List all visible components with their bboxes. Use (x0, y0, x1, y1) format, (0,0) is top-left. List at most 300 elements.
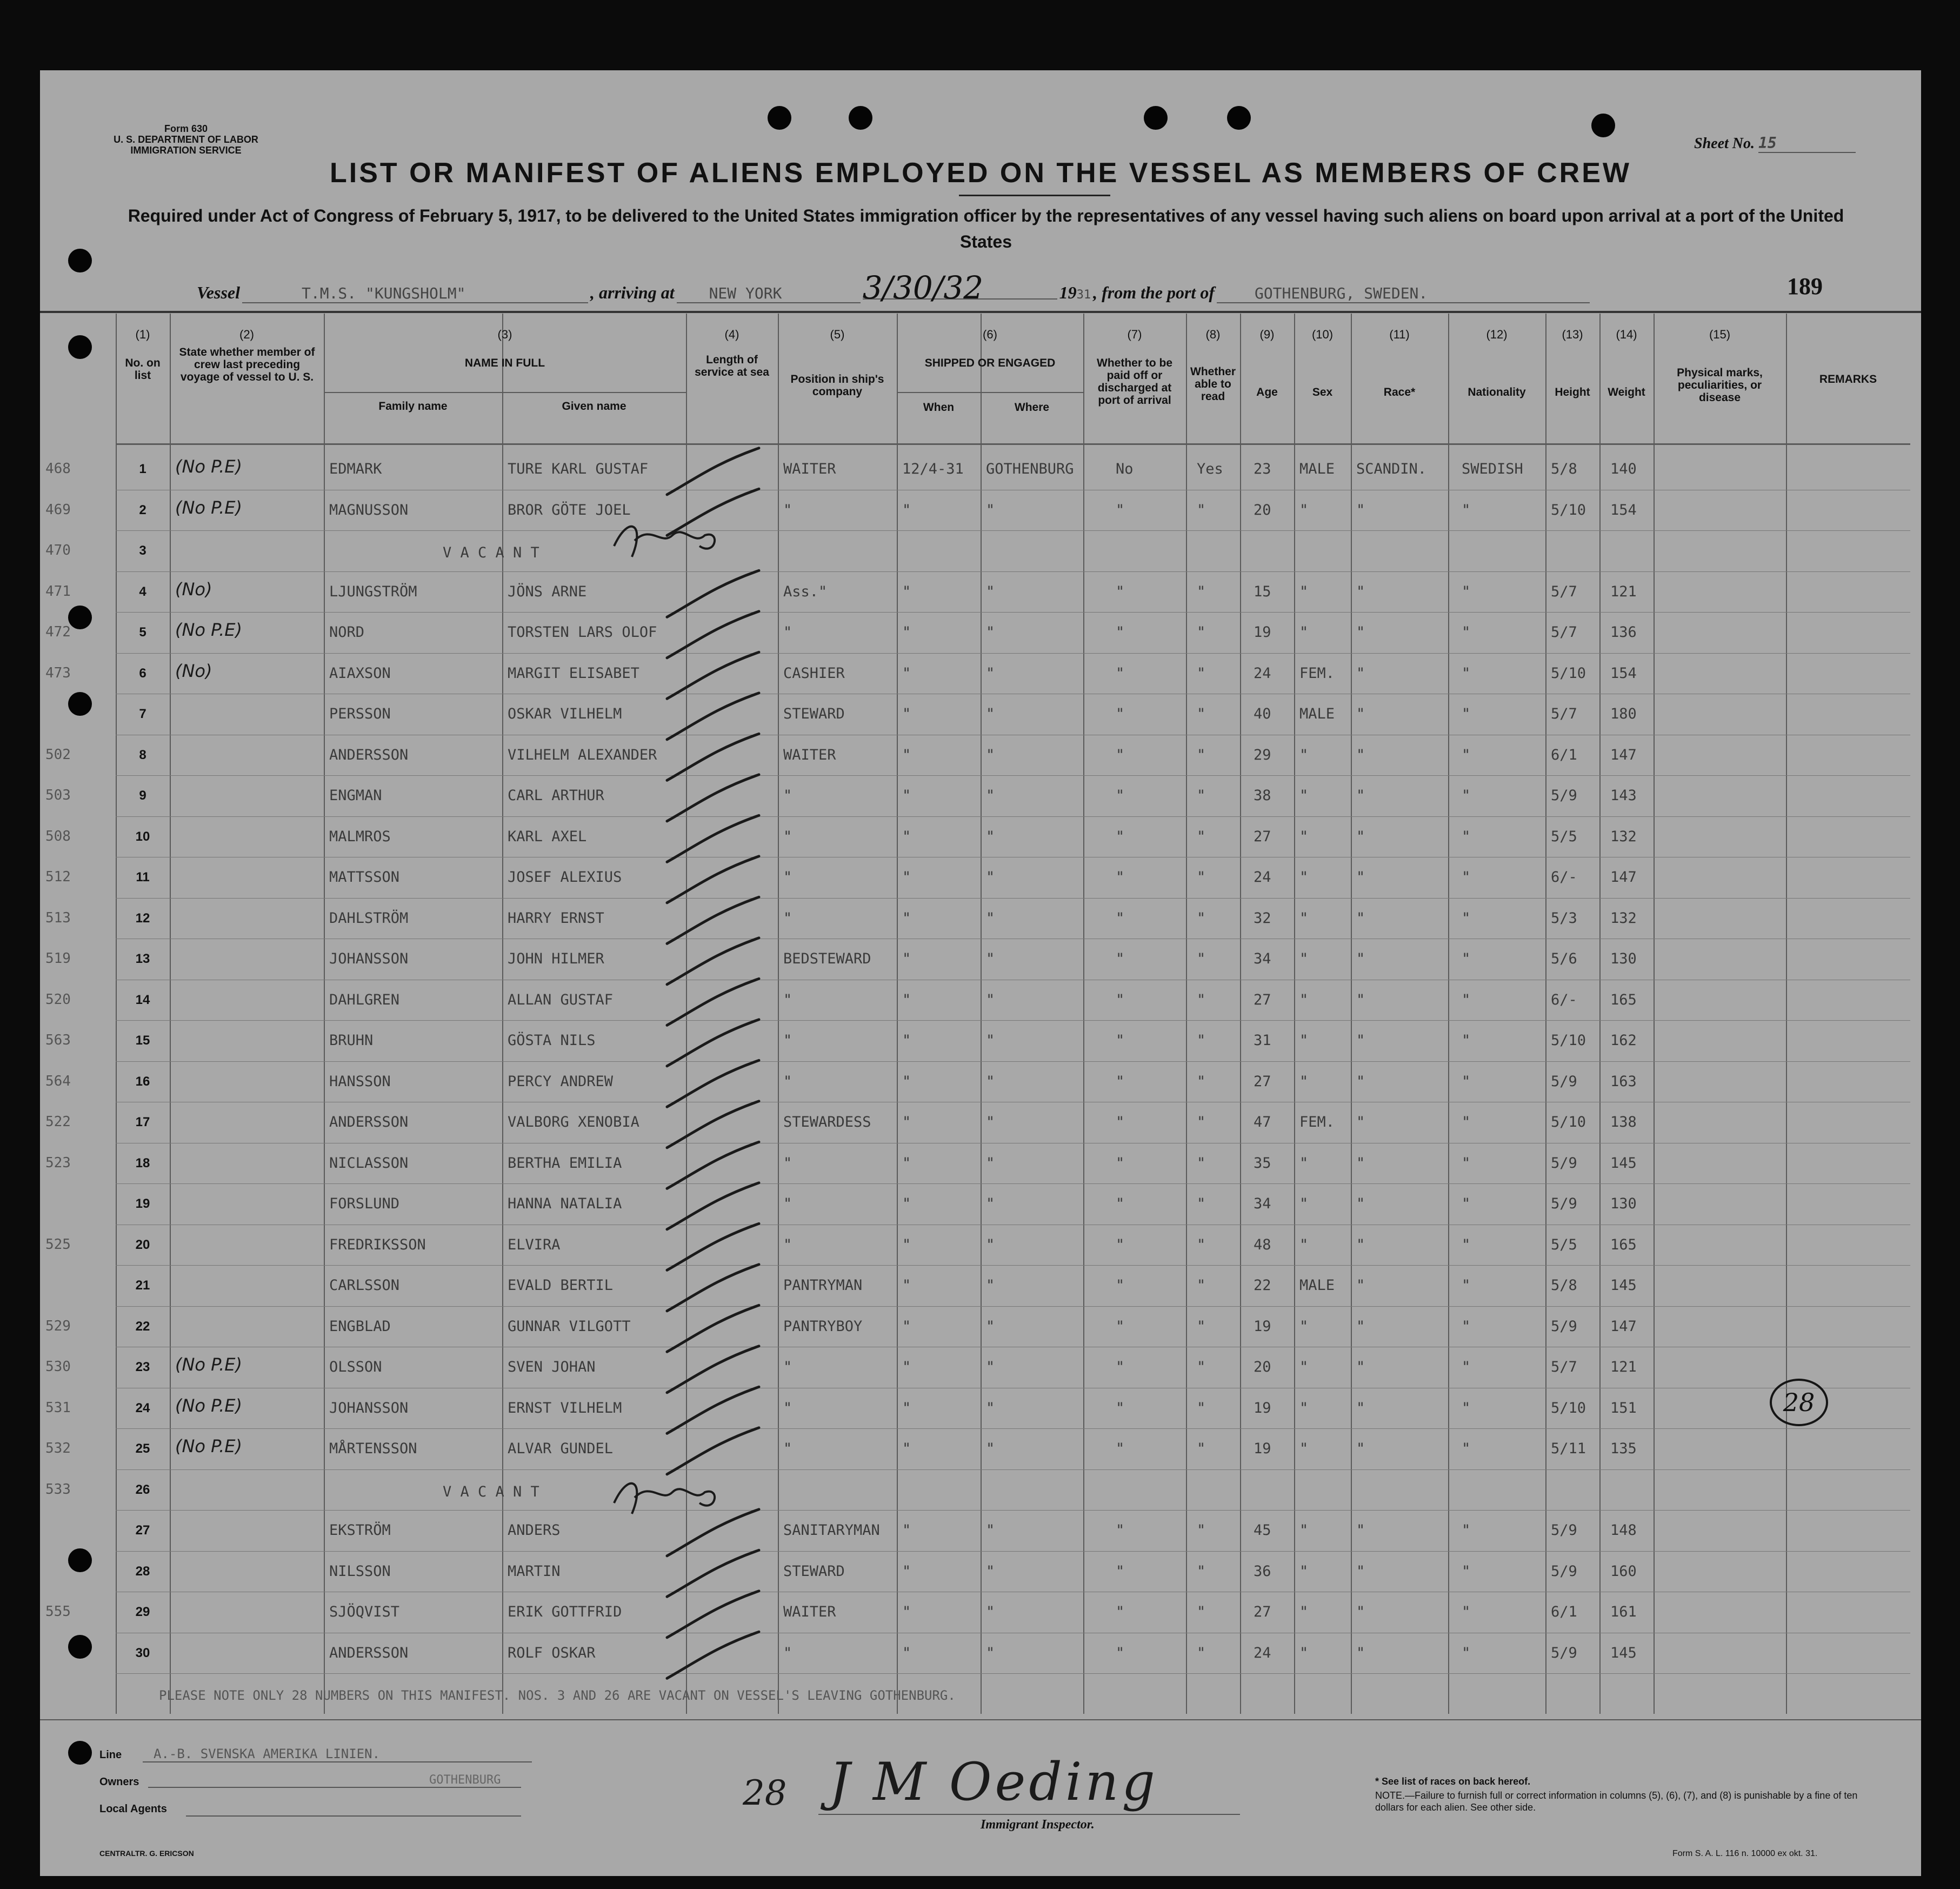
family-name-cell: CARLSSON (329, 1277, 400, 1294)
position-cell: WAITER (783, 1604, 836, 1620)
service-tick-mark (667, 1591, 759, 1638)
nationality-cell: " (1462, 1399, 1471, 1416)
crew-reference-number: 473 (45, 664, 71, 681)
age-cell: 32 (1254, 909, 1271, 927)
given-name-cell: EVALD BERTIL (508, 1277, 614, 1294)
sex-cell: " (1299, 1440, 1309, 1457)
paid-off-cell: " (1116, 706, 1125, 722)
nationality-cell: " (1462, 1032, 1471, 1049)
family-name-cell: ENGMAN (329, 787, 382, 804)
able-to-read-cell: " (1197, 1562, 1206, 1580)
col-9-header: Age (1256, 386, 1278, 398)
crew-reference-number: 512 (45, 869, 71, 885)
given-name-cell: GÖSTA NILS (508, 1032, 596, 1049)
sex-cell: " (1299, 828, 1309, 845)
position-cell: Ass." (783, 583, 828, 600)
col-1-header: No. on list (125, 357, 161, 382)
row-number: 10 (135, 829, 150, 844)
form-footer: Form S. A. L. 116 n. 10000 ex okt. 31. (1672, 1849, 1818, 1858)
shipped-when-cell: " (902, 828, 911, 845)
shipped-where-cell: " (986, 1522, 995, 1539)
able-to-read-cell: " (1197, 1195, 1206, 1212)
able-to-read-cell: " (1197, 909, 1206, 927)
given-name-cell: BERTHA EMILIA (508, 1154, 622, 1172)
able-to-read-cell: " (1197, 1440, 1206, 1457)
nationality-cell: " (1462, 1154, 1471, 1172)
vacancy-note: PLEASE NOTE ONLY 28 NUMBERS ON THIS MANIFEST. NOS. 3 AND 26 ARE VACANT ON VESSEL'S LEAVING GOTHENBURG. (159, 1688, 956, 1703)
family-name-cell: JOHANSSON (329, 1399, 409, 1416)
row-number: 7 (139, 707, 146, 721)
given-name-cell: KARL AXEL (508, 828, 587, 845)
shipped-when-cell: " (902, 1277, 911, 1294)
row-number: 17 (135, 1115, 150, 1129)
position-cell: " (783, 1073, 792, 1090)
race-cell: " (1356, 501, 1365, 518)
shipped-where-cell: " (986, 950, 995, 967)
service-tick-mark (667, 979, 759, 1025)
handwriting-overlay (40, 70, 1921, 1876)
able-to-read-cell: " (1197, 1236, 1206, 1253)
sex-cell: " (1299, 787, 1309, 804)
height-cell: 5/9 (1551, 1195, 1577, 1212)
shipped-when-cell: " (902, 1522, 911, 1539)
paid-off-cell: " (1116, 746, 1125, 763)
service-tick-mark (667, 1428, 759, 1474)
race-cell: " (1356, 909, 1365, 927)
inspector-line (818, 1814, 1240, 1815)
vessel-label: Vessel (197, 283, 240, 302)
crew-reference-number: 519 (45, 950, 71, 967)
year-label: 19 (1059, 283, 1077, 302)
given-name-cell: MARTIN (508, 1562, 561, 1580)
nationality-cell: " (1462, 1440, 1471, 1457)
paid-off-cell: " (1116, 869, 1125, 886)
weight-cell: 132 (1610, 828, 1637, 845)
weight-cell: 165 (1610, 991, 1637, 1008)
sex-cell: " (1299, 1318, 1309, 1335)
shipped-when-cell: " (902, 1318, 911, 1335)
weight-cell: 154 (1610, 664, 1637, 682)
position-cell: " (783, 1644, 792, 1661)
race-cell: " (1356, 1644, 1365, 1661)
able-to-read-cell: " (1197, 706, 1206, 722)
col-14-number: (14) (1616, 328, 1637, 341)
family-name-cell: V A C A N T (443, 1483, 539, 1500)
weight-cell: 154 (1610, 501, 1637, 518)
shipped-when-cell: " (902, 746, 911, 763)
service-tick-mark (667, 815, 759, 862)
crew-reference-number: 502 (45, 746, 71, 763)
inspector-initials-mark (614, 1484, 715, 1514)
row-number: 28 (135, 1564, 150, 1579)
nationality-cell: " (1462, 1604, 1471, 1620)
able-to-read-cell: " (1197, 501, 1206, 518)
weight-cell: 140 (1610, 461, 1637, 477)
shipped-when-cell: " (902, 1399, 911, 1416)
service-tick-mark (667, 856, 759, 903)
col-13-number: (13) (1562, 328, 1583, 341)
service-tick-mark (667, 1142, 759, 1188)
inspector-count: 28 (743, 1773, 787, 1813)
family-name-cell: ANDERSSON (329, 1644, 409, 1661)
shipped-where-cell: " (986, 1032, 995, 1049)
paid-off-cell: " (1116, 1604, 1125, 1620)
nationality-cell: SWEDISH (1462, 461, 1523, 477)
paid-off-cell: " (1116, 1032, 1125, 1049)
row-number: 5 (139, 625, 146, 640)
weight-cell: 130 (1610, 1195, 1637, 1212)
height-cell: 5/9 (1551, 1522, 1577, 1539)
shipped-when-cell: " (902, 1604, 911, 1620)
age-cell: 24 (1254, 869, 1271, 886)
position-cell: " (783, 501, 792, 518)
age-cell: 35 (1254, 1154, 1271, 1172)
age-cell: 48 (1254, 1236, 1271, 1253)
shipped-when-cell: " (902, 787, 911, 804)
race-cell: " (1356, 1195, 1365, 1212)
weight-cell: 161 (1610, 1604, 1637, 1620)
age-cell: 34 (1254, 950, 1271, 967)
col-10-header: Sex (1312, 386, 1333, 398)
race-cell: " (1356, 706, 1365, 722)
race-cell: " (1356, 1032, 1365, 1049)
age-cell: 22 (1254, 1277, 1271, 1294)
sex-cell: " (1299, 909, 1309, 927)
shipped-where-header: Where (1014, 401, 1050, 414)
service-tick-mark (667, 1183, 759, 1229)
service-tick-mark (667, 1060, 759, 1107)
sex-cell: " (1299, 624, 1309, 641)
family-name-cell: BRUHN (329, 1032, 374, 1049)
service-tick-mark (667, 1223, 759, 1270)
age-cell: 38 (1254, 787, 1271, 804)
shipped-when-cell: " (902, 1073, 911, 1090)
shipped-where-cell: " (986, 1195, 995, 1212)
position-cell: " (783, 624, 792, 641)
height-cell: 5/10 (1551, 1032, 1586, 1049)
service-tick-mark (667, 1101, 759, 1148)
position-cell: PANTRYBOY (783, 1318, 863, 1335)
owners-value: GOTHENBURG (148, 1773, 521, 1788)
shipped-where-cell: " (986, 909, 995, 927)
weight-cell: 163 (1610, 1073, 1637, 1090)
race-cell: " (1356, 1399, 1365, 1416)
row-number: 11 (136, 870, 150, 884)
service-tick-mark (667, 1305, 759, 1352)
able-to-read-cell: " (1197, 1277, 1206, 1294)
shipped-where-cell: " (986, 1644, 995, 1661)
able-to-read-cell: " (1197, 1154, 1206, 1172)
crew-reference-number: 520 (45, 991, 71, 1008)
weight-cell: 147 (1610, 1318, 1637, 1335)
nationality-cell: " (1462, 1195, 1471, 1212)
age-cell: 29 (1254, 746, 1271, 763)
paid-off-cell: " (1116, 664, 1125, 682)
sheet-label: Sheet No. (1694, 135, 1755, 152)
row-number: 1 (139, 462, 146, 476)
shipped-where-cell: " (986, 501, 995, 518)
page-title: LIST OR MANIFEST OF ALIENS EMPLOYED ON THE VESSEL AS MEMBERS OF CREW (330, 157, 1631, 189)
col-3-number: (3) (497, 328, 512, 341)
height-cell: 5/10 (1551, 1114, 1586, 1130)
sex-cell: " (1299, 1359, 1309, 1375)
height-cell: 5/8 (1551, 1277, 1577, 1294)
shipped-when-cell: " (902, 583, 911, 600)
shipped-when-cell: " (902, 1195, 911, 1212)
department-name: U. S. DEPARTMENT OF LABOR (114, 134, 258, 145)
sex-cell: " (1299, 1522, 1309, 1539)
age-cell: 36 (1254, 1562, 1271, 1580)
shipped-where-cell: " (986, 787, 995, 804)
paid-off-cell: " (1116, 1154, 1125, 1172)
prev-voyage-cell: (No P.E) (175, 620, 242, 640)
weight-cell: 145 (1610, 1154, 1637, 1172)
service-tick-mark (667, 1346, 759, 1393)
age-cell: 27 (1254, 828, 1271, 845)
able-to-read-cell: " (1197, 1032, 1206, 1049)
nationality-cell: " (1462, 869, 1471, 886)
able-to-read-cell: " (1197, 746, 1206, 763)
col-1-number: (1) (135, 328, 150, 341)
service-tick-mark (667, 1632, 759, 1678)
age-cell: 40 (1254, 706, 1271, 722)
weight-cell: 151 (1610, 1399, 1637, 1416)
age-cell: 19 (1254, 1399, 1271, 1416)
inspector-initials-mark (614, 527, 715, 557)
row-number: 15 (135, 1033, 150, 1048)
prev-voyage-cell: (No P.E) (175, 1354, 242, 1375)
race-cell: " (1356, 828, 1365, 845)
position-cell: CASHIER (783, 664, 845, 682)
col-7-header: Whether to be paid off or discharged at port of arrival (1097, 357, 1172, 407)
year-typed: 31 (1076, 288, 1091, 302)
penalty-note: NOTE.—Failure to furnish full or correct information in columns (5), (6), (7), and (8) is punishable by a fine of ten dollars for each alien. See other side. (1375, 1790, 1858, 1813)
paid-off-cell: " (1116, 1562, 1125, 1580)
paid-off-cell: " (1116, 1644, 1125, 1661)
position-cell: STEWARD (783, 1562, 845, 1580)
shipped-when-cell: " (902, 1562, 911, 1580)
given-name-cell: ERIK GOTTFRID (508, 1604, 622, 1620)
family-name-cell: HANSSON (329, 1073, 391, 1090)
col-9-number: (9) (1259, 328, 1275, 341)
race-cell: " (1356, 1073, 1365, 1090)
nationality-cell: " (1462, 828, 1471, 845)
height-cell: 5/8 (1551, 461, 1577, 477)
arrival-port: NEW YORK (677, 284, 861, 303)
shipped-when-cell: " (902, 1440, 911, 1457)
given-name-cell: TORSTEN LARS OLOF (508, 624, 657, 641)
crew-reference-number: 523 (45, 1154, 71, 1171)
height-cell: 5/10 (1551, 1399, 1586, 1416)
crew-reference-number: 469 (45, 501, 71, 518)
weight-cell: 130 (1610, 950, 1637, 967)
paid-off-cell: No (1116, 461, 1134, 477)
family-name-cell: EKSTRÖM (329, 1522, 391, 1539)
shipped-where-cell: " (986, 1073, 995, 1090)
paid-off-cell: " (1116, 787, 1125, 804)
family-name-cell: JOHANSSON (329, 950, 409, 967)
height-cell: 5/7 (1551, 706, 1577, 722)
sex-cell: MALE (1299, 1277, 1335, 1294)
paid-off-cell: " (1116, 1114, 1125, 1130)
age-cell: 27 (1254, 991, 1271, 1008)
service-tick-mark (667, 734, 759, 780)
age-cell: 31 (1254, 1032, 1271, 1049)
service-tick-mark (667, 897, 759, 943)
age-cell: 27 (1254, 1073, 1271, 1090)
family-name-cell: EDMARK (329, 461, 382, 477)
family-name-cell: FREDRIKSSON (329, 1236, 426, 1253)
nationality-cell: " (1462, 909, 1471, 927)
row-number: 4 (139, 584, 146, 599)
shipped-where-cell: " (986, 1440, 995, 1457)
shipped-where-cell: " (986, 1318, 995, 1335)
family-name-cell: FORSLUND (329, 1195, 400, 1212)
service-tick-mark (667, 570, 759, 617)
row-number: 30 (135, 1645, 150, 1660)
position-cell: STEWARDESS (783, 1114, 871, 1130)
height-cell: 5/6 (1551, 950, 1577, 967)
age-cell: 15 (1254, 583, 1271, 600)
given-name-cell: MARGIT ELISABET (508, 664, 639, 682)
able-to-read-cell: " (1197, 1522, 1206, 1539)
crew-reference-number: 470 (45, 542, 71, 558)
race-cell: " (1356, 1562, 1365, 1580)
crew-reference-number: 525 (45, 1236, 71, 1253)
shipped-when-header: When (923, 401, 955, 414)
weight-cell: 148 (1610, 1522, 1637, 1539)
col-2-header: State whether member of crew last preceding voyage of vessel to U. S. (179, 346, 315, 383)
shipped-where-cell: " (986, 1277, 995, 1294)
race-cell: " (1356, 1236, 1365, 1253)
given-name-cell: ROLF OSKAR (508, 1644, 596, 1661)
service-tick-mark (667, 611, 759, 658)
shipped-where-cell: " (986, 828, 995, 845)
service-tick-mark (667, 693, 759, 740)
arrival-date-handwritten: 3/30/32 (863, 277, 1057, 300)
age-cell: 19 (1254, 624, 1271, 641)
height-cell: 5/5 (1551, 1236, 1577, 1253)
sex-cell: " (1299, 991, 1309, 1008)
shipped-where-cell: " (986, 1359, 995, 1375)
paid-off-cell: " (1116, 991, 1125, 1008)
shipped-when-cell: " (902, 664, 911, 682)
sex-cell: MALE (1299, 706, 1335, 722)
able-to-read-cell: " (1197, 583, 1206, 600)
col-5-number: (5) (830, 328, 845, 341)
paid-off-cell: " (1116, 1522, 1125, 1539)
remarks-header: REMARKS (1819, 373, 1877, 385)
sex-cell: " (1299, 1073, 1309, 1090)
col-15-header: Physical marks, peculiarities, or disease (1677, 367, 1763, 404)
local-agents-line (186, 1815, 521, 1817)
able-to-read-cell: " (1197, 787, 1206, 804)
weight-cell: 121 (1610, 1359, 1637, 1375)
shipped-when-cell: " (902, 706, 911, 722)
position-cell: " (783, 909, 792, 927)
col-6-header: SHIPPED OR ENGAGED (924, 357, 1056, 369)
race-cell: " (1356, 869, 1365, 886)
age-cell: 19 (1254, 1440, 1271, 1457)
family-name-cell: NICLASSON (329, 1154, 409, 1172)
age-cell: 23 (1254, 461, 1271, 477)
family-name-cell: DAHLSTRÖM (329, 909, 409, 927)
weight-cell: 145 (1610, 1644, 1637, 1661)
given-name-cell: CARL ARTHUR (508, 787, 604, 804)
service-tick-mark (667, 1509, 759, 1556)
height-cell: 5/3 (1551, 909, 1577, 927)
nationality-cell: " (1462, 991, 1471, 1008)
local-agents-label: Local Agents (99, 1803, 167, 1815)
height-cell: 6/1 (1551, 1604, 1577, 1620)
position-cell: " (783, 828, 792, 845)
row-number: 26 (135, 1482, 150, 1497)
family-name-cell: ANDERSSON (329, 746, 409, 763)
row-number: 3 (139, 543, 146, 558)
sex-cell: FEM. (1299, 664, 1335, 682)
family-name-cell: LJUNGSTRÖM (329, 583, 417, 600)
race-cell: " (1356, 950, 1365, 967)
nationality-cell: " (1462, 1644, 1471, 1661)
position-cell: " (783, 1440, 792, 1457)
col-6-number: (6) (983, 328, 997, 341)
given-name-cell: ALLAN GUSTAF (508, 991, 614, 1008)
given-name-cell: BROR GÖTE JOEL (508, 501, 631, 518)
height-cell: 5/7 (1551, 624, 1577, 641)
shipped-where-cell: " (986, 1399, 995, 1416)
service-tick-mark (667, 1387, 759, 1433)
crew-reference-number: 471 (45, 583, 71, 600)
family-name-header: Family name (378, 400, 448, 413)
shipped-when-cell: " (902, 909, 911, 927)
shipped-when-cell: " (902, 1114, 911, 1130)
family-name-cell: MATTSSON (329, 869, 400, 886)
crew-reference-number: 503 (45, 787, 71, 803)
paid-off-cell: " (1116, 828, 1125, 845)
row-number: 19 (135, 1196, 150, 1211)
service-tick-mark (667, 448, 759, 495)
sex-cell: " (1299, 583, 1309, 600)
line-label: Line (99, 1749, 122, 1761)
crew-reference-number: 564 (45, 1073, 71, 1089)
paid-off-cell: " (1116, 1195, 1125, 1212)
col-8-header: Whether able to read (1190, 365, 1236, 403)
height-cell: 5/7 (1551, 583, 1577, 600)
position-cell: " (783, 787, 792, 804)
nationality-cell: " (1462, 706, 1471, 722)
crew-reference-number: 472 (45, 624, 71, 640)
sex-cell: " (1299, 1399, 1309, 1416)
age-cell: 24 (1254, 1644, 1271, 1661)
shipped-where-cell: " (986, 624, 995, 641)
family-name-cell: ENGBLAD (329, 1318, 391, 1335)
height-cell: 5/9 (1551, 1073, 1577, 1090)
able-to-read-cell: " (1197, 991, 1206, 1008)
row-number: 2 (139, 502, 146, 517)
weight-cell: 121 (1610, 583, 1637, 600)
printer-credit: CENTRALTR. G. ERICSON (99, 1849, 194, 1858)
form-id: Form 630 (164, 123, 208, 134)
given-name-cell: OSKAR VILHELM (508, 706, 622, 722)
shipped-when-cell: " (902, 1032, 911, 1049)
position-cell: " (783, 869, 792, 886)
shipped-when-cell: " (902, 1359, 911, 1375)
shipped-where-cell: GOTHENBURG (986, 461, 1074, 477)
row-number: 6 (139, 666, 146, 681)
col-11-number: (11) (1389, 328, 1410, 341)
race-cell: " (1356, 1522, 1365, 1539)
crew-reference-number: 530 (45, 1359, 71, 1375)
